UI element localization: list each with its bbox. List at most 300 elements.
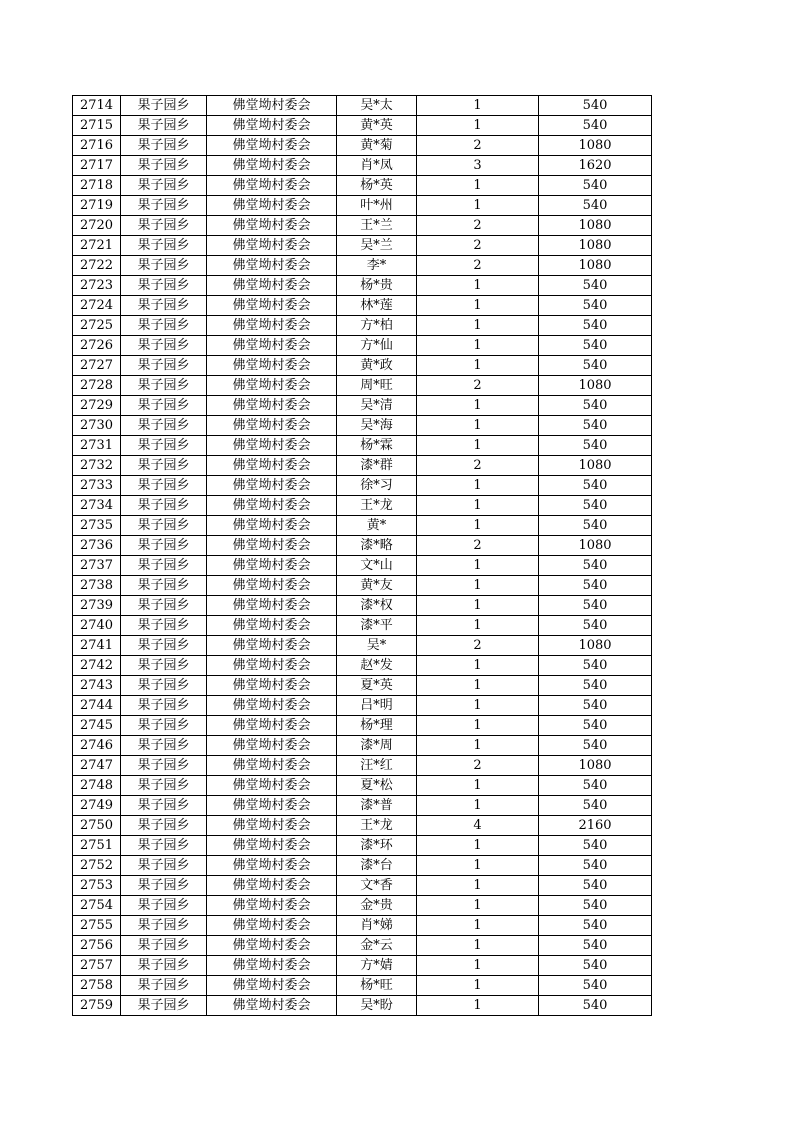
cell-count: 2 [417, 756, 539, 776]
cell-number: 2746 [73, 736, 121, 756]
cell-count: 2 [417, 536, 539, 556]
cell-village: 佛堂坳村委会 [207, 236, 337, 256]
table-row [73, 856, 652, 876]
cell-village: 佛堂坳村委会 [207, 396, 337, 416]
cell-village: 佛堂坳村委会 [207, 836, 337, 856]
cell-name: 夏*松 [337, 776, 417, 796]
cell-township: 果子园乡 [121, 336, 207, 356]
cell-count: 1 [417, 956, 539, 976]
table-row [73, 996, 652, 1016]
cell-amount: 1080 [539, 636, 652, 656]
cell-village: 佛堂坳村委会 [207, 376, 337, 396]
cell-township: 果子园乡 [121, 276, 207, 296]
cell-village: 佛堂坳村委会 [207, 716, 337, 736]
cell-township: 果子园乡 [121, 236, 207, 256]
cell-village: 佛堂坳村委会 [207, 576, 337, 596]
table-row [73, 956, 652, 976]
cell-village: 佛堂坳村委会 [207, 896, 337, 916]
cell-number: 2735 [73, 516, 121, 536]
cell-township: 果子园乡 [121, 216, 207, 236]
cell-name: 漆*环 [337, 836, 417, 856]
cell-number: 2751 [73, 836, 121, 856]
cell-number: 2720 [73, 216, 121, 236]
cell-village: 佛堂坳村委会 [207, 356, 337, 376]
cell-village: 佛堂坳村委会 [207, 856, 337, 876]
cell-village: 佛堂坳村委会 [207, 176, 337, 196]
cell-village: 佛堂坳村委会 [207, 276, 337, 296]
cell-amount: 540 [539, 496, 652, 516]
cell-number: 2718 [73, 176, 121, 196]
cell-amount: 540 [539, 796, 652, 816]
table-row [73, 536, 652, 556]
table-row [73, 836, 652, 856]
cell-number: 2749 [73, 796, 121, 816]
cell-township: 果子园乡 [121, 736, 207, 756]
table-row [73, 876, 652, 896]
cell-amount: 2160 [539, 816, 652, 836]
cell-township: 果子园乡 [121, 176, 207, 196]
cell-township: 果子园乡 [121, 96, 207, 116]
cell-count: 1 [417, 336, 539, 356]
cell-count: 1 [417, 896, 539, 916]
cell-village: 佛堂坳村委会 [207, 316, 337, 336]
cell-count: 1 [417, 736, 539, 756]
table-row [73, 976, 652, 996]
cell-name: 杨*旺 [337, 976, 417, 996]
cell-village: 佛堂坳村委会 [207, 656, 337, 676]
cell-village: 佛堂坳村委会 [207, 296, 337, 316]
table-row [73, 396, 652, 416]
cell-amount: 540 [539, 556, 652, 576]
cell-count: 1 [417, 556, 539, 576]
cell-count: 2 [417, 216, 539, 236]
cell-township: 果子园乡 [121, 896, 207, 916]
cell-township: 果子园乡 [121, 296, 207, 316]
cell-township: 果子园乡 [121, 836, 207, 856]
cell-name: 王*龙 [337, 496, 417, 516]
cell-amount: 540 [539, 316, 652, 336]
cell-township: 果子园乡 [121, 656, 207, 676]
table-row [73, 816, 652, 836]
cell-name: 汪*红 [337, 756, 417, 776]
cell-village: 佛堂坳村委会 [207, 916, 337, 936]
cell-amount: 540 [539, 716, 652, 736]
cell-number: 2745 [73, 716, 121, 736]
cell-number: 2743 [73, 676, 121, 696]
cell-township: 果子园乡 [121, 876, 207, 896]
cell-number: 2728 [73, 376, 121, 396]
cell-township: 果子园乡 [121, 796, 207, 816]
cell-number: 2724 [73, 296, 121, 316]
cell-township: 果子园乡 [121, 676, 207, 696]
cell-name: 吴* [337, 636, 417, 656]
cell-amount: 1080 [539, 376, 652, 396]
cell-name: 黄*菊 [337, 136, 417, 156]
cell-count: 1 [417, 316, 539, 336]
cell-number: 2741 [73, 636, 121, 656]
cell-township: 果子园乡 [121, 816, 207, 836]
cell-amount: 540 [539, 776, 652, 796]
cell-name: 肖*娣 [337, 916, 417, 936]
cell-name: 金*贵 [337, 896, 417, 916]
cell-township: 果子园乡 [121, 156, 207, 176]
cell-name: 金*云 [337, 936, 417, 956]
cell-number: 2717 [73, 156, 121, 176]
cell-count: 1 [417, 276, 539, 296]
table-row [73, 256, 652, 276]
cell-amount: 540 [539, 696, 652, 716]
table-row [73, 476, 652, 496]
cell-township: 果子园乡 [121, 456, 207, 476]
cell-amount: 1080 [539, 256, 652, 276]
table-row [73, 936, 652, 956]
cell-count: 1 [417, 296, 539, 316]
cell-number: 2732 [73, 456, 121, 476]
cell-number: 2747 [73, 756, 121, 776]
table-row [73, 696, 652, 716]
cell-number: 2714 [73, 96, 121, 116]
cell-number: 2757 [73, 956, 121, 976]
cell-amount: 1080 [539, 456, 652, 476]
table-row [73, 116, 652, 136]
cell-name: 杨*英 [337, 176, 417, 196]
cell-amount: 540 [539, 576, 652, 596]
cell-count: 1 [417, 436, 539, 456]
cell-count: 1 [417, 936, 539, 956]
table-row [73, 516, 652, 536]
table-row [73, 796, 652, 816]
cell-name: 漆*台 [337, 856, 417, 876]
cell-count: 2 [417, 456, 539, 476]
cell-name: 漆*周 [337, 736, 417, 756]
cell-name: 漆*权 [337, 596, 417, 616]
cell-count: 1 [417, 516, 539, 536]
cell-village: 佛堂坳村委会 [207, 956, 337, 976]
cell-name: 方*仙 [337, 336, 417, 356]
cell-name: 吕*明 [337, 696, 417, 716]
cell-number: 2731 [73, 436, 121, 456]
cell-village: 佛堂坳村委会 [207, 536, 337, 556]
cell-township: 果子园乡 [121, 136, 207, 156]
cell-name: 黄*英 [337, 116, 417, 136]
cell-amount: 540 [539, 856, 652, 876]
cell-village: 佛堂坳村委会 [207, 976, 337, 996]
cell-count: 1 [417, 716, 539, 736]
cell-count: 1 [417, 776, 539, 796]
cell-village: 佛堂坳村委会 [207, 816, 337, 836]
cell-village: 佛堂坳村委会 [207, 216, 337, 236]
cell-name: 黄*友 [337, 576, 417, 596]
cell-number: 2733 [73, 476, 121, 496]
roster-body [73, 96, 652, 1016]
cell-amount: 540 [539, 416, 652, 436]
cell-name: 林*莲 [337, 296, 417, 316]
cell-name: 漆*略 [337, 536, 417, 556]
cell-name: 吴*盼 [337, 996, 417, 1016]
table-row [73, 896, 652, 916]
cell-township: 果子园乡 [121, 516, 207, 536]
cell-township: 果子园乡 [121, 396, 207, 416]
cell-township: 果子园乡 [121, 196, 207, 216]
cell-name: 吴*兰 [337, 236, 417, 256]
cell-township: 果子园乡 [121, 996, 207, 1016]
table-row [73, 776, 652, 796]
cell-number: 2756 [73, 936, 121, 956]
cell-village: 佛堂坳村委会 [207, 616, 337, 636]
cell-township: 果子园乡 [121, 976, 207, 996]
cell-name: 吴*清 [337, 396, 417, 416]
cell-count: 1 [417, 416, 539, 436]
cell-village: 佛堂坳村委会 [207, 776, 337, 796]
cell-name: 杨*理 [337, 716, 417, 736]
table-row [73, 676, 652, 696]
cell-name: 杨*贵 [337, 276, 417, 296]
cell-name: 王*兰 [337, 216, 417, 236]
cell-amount: 540 [539, 956, 652, 976]
cell-count: 1 [417, 576, 539, 596]
cell-village: 佛堂坳村委会 [207, 696, 337, 716]
cell-number: 2758 [73, 976, 121, 996]
cell-amount: 540 [539, 876, 652, 896]
cell-amount: 1080 [539, 536, 652, 556]
cell-number: 2734 [73, 496, 121, 516]
cell-name: 王*龙 [337, 816, 417, 836]
cell-count: 1 [417, 496, 539, 516]
cell-amount: 540 [539, 96, 652, 116]
cell-number: 2737 [73, 556, 121, 576]
cell-amount: 540 [539, 476, 652, 496]
table-row [73, 236, 652, 256]
table-row [73, 276, 652, 296]
cell-amount: 540 [539, 516, 652, 536]
table-row [73, 436, 652, 456]
cell-number: 2725 [73, 316, 121, 336]
cell-count: 2 [417, 136, 539, 156]
cell-village: 佛堂坳村委会 [207, 516, 337, 536]
cell-amount: 540 [539, 196, 652, 216]
cell-name: 叶*州 [337, 196, 417, 216]
cell-amount: 540 [539, 616, 652, 636]
table-row [73, 136, 652, 156]
table-row [73, 656, 652, 676]
cell-township: 果子园乡 [121, 696, 207, 716]
cell-name: 吴*海 [337, 416, 417, 436]
cell-village: 佛堂坳村委会 [207, 116, 337, 136]
cell-township: 果子园乡 [121, 496, 207, 516]
cell-count: 1 [417, 996, 539, 1016]
cell-village: 佛堂坳村委会 [207, 436, 337, 456]
cell-number: 2727 [73, 356, 121, 376]
cell-number: 2752 [73, 856, 121, 876]
cell-number: 2742 [73, 656, 121, 676]
cell-name: 文*香 [337, 876, 417, 896]
table-row [73, 316, 652, 336]
cell-village: 佛堂坳村委会 [207, 156, 337, 176]
cell-number: 2723 [73, 276, 121, 296]
cell-count: 1 [417, 856, 539, 876]
cell-amount: 1620 [539, 156, 652, 176]
cell-count: 1 [417, 476, 539, 496]
cell-name: 肖*凤 [337, 156, 417, 176]
cell-count: 1 [417, 196, 539, 216]
cell-village: 佛堂坳村委会 [207, 196, 337, 216]
cell-township: 果子园乡 [121, 616, 207, 636]
cell-township: 果子园乡 [121, 776, 207, 796]
cell-village: 佛堂坳村委会 [207, 876, 337, 896]
table-row [73, 916, 652, 936]
cell-township: 果子园乡 [121, 316, 207, 336]
table-row [73, 736, 652, 756]
cell-township: 果子园乡 [121, 556, 207, 576]
cell-name: 漆*平 [337, 616, 417, 636]
cell-township: 果子园乡 [121, 116, 207, 136]
cell-number: 2722 [73, 256, 121, 276]
cell-count: 1 [417, 356, 539, 376]
cell-township: 果子园乡 [121, 756, 207, 776]
cell-village: 佛堂坳村委会 [207, 456, 337, 476]
table-row [73, 556, 652, 576]
cell-name: 夏*英 [337, 676, 417, 696]
cell-township: 果子园乡 [121, 596, 207, 616]
cell-number: 2744 [73, 696, 121, 716]
cell-village: 佛堂坳村委会 [207, 476, 337, 496]
cell-township: 果子园乡 [121, 376, 207, 396]
cell-township: 果子园乡 [121, 856, 207, 876]
cell-count: 2 [417, 636, 539, 656]
cell-amount: 540 [539, 296, 652, 316]
cell-name: 吴*太 [337, 96, 417, 116]
cell-count: 1 [417, 656, 539, 676]
cell-amount: 540 [539, 116, 652, 136]
cell-count: 1 [417, 96, 539, 116]
cell-number: 2750 [73, 816, 121, 836]
cell-township: 果子园乡 [121, 636, 207, 656]
cell-amount: 540 [539, 276, 652, 296]
cell-name: 杨*霖 [337, 436, 417, 456]
cell-village: 佛堂坳村委会 [207, 496, 337, 516]
cell-number: 2738 [73, 576, 121, 596]
cell-name: 黄* [337, 516, 417, 536]
cell-amount: 540 [539, 596, 652, 616]
cell-amount: 540 [539, 976, 652, 996]
cell-number: 2730 [73, 416, 121, 436]
cell-name: 漆*群 [337, 456, 417, 476]
cell-township: 果子园乡 [121, 356, 207, 376]
cell-count: 1 [417, 396, 539, 416]
cell-number: 2748 [73, 776, 121, 796]
cell-number: 2736 [73, 536, 121, 556]
cell-township: 果子园乡 [121, 936, 207, 956]
cell-village: 佛堂坳村委会 [207, 256, 337, 276]
cell-township: 果子园乡 [121, 416, 207, 436]
cell-village: 佛堂坳村委会 [207, 996, 337, 1016]
cell-number: 2726 [73, 336, 121, 356]
cell-count: 2 [417, 376, 539, 396]
cell-count: 1 [417, 836, 539, 856]
cell-name: 黄*政 [337, 356, 417, 376]
table-row [73, 756, 652, 776]
cell-name: 李* [337, 256, 417, 276]
table-row [73, 296, 652, 316]
cell-township: 果子园乡 [121, 436, 207, 456]
cell-count: 1 [417, 876, 539, 896]
cell-village: 佛堂坳村委会 [207, 136, 337, 156]
cell-township: 果子园乡 [121, 536, 207, 556]
cell-amount: 1080 [539, 236, 652, 256]
cell-village: 佛堂坳村委会 [207, 596, 337, 616]
cell-amount: 540 [539, 996, 652, 1016]
cell-number: 2740 [73, 616, 121, 636]
cell-number: 2721 [73, 236, 121, 256]
table-row [73, 376, 652, 396]
roster-table [72, 95, 652, 1016]
table-row [73, 216, 652, 236]
cell-count: 1 [417, 676, 539, 696]
table-row [73, 456, 652, 476]
table-row [73, 336, 652, 356]
table-row [73, 176, 652, 196]
cell-count: 3 [417, 156, 539, 176]
cell-township: 果子园乡 [121, 476, 207, 496]
cell-amount: 540 [539, 396, 652, 416]
cell-township: 果子园乡 [121, 916, 207, 936]
cell-number: 2715 [73, 116, 121, 136]
cell-village: 佛堂坳村委会 [207, 756, 337, 776]
cell-count: 4 [417, 816, 539, 836]
cell-village: 佛堂坳村委会 [207, 676, 337, 696]
cell-amount: 1080 [539, 756, 652, 776]
cell-amount: 540 [539, 896, 652, 916]
cell-village: 佛堂坳村委会 [207, 336, 337, 356]
cell-count: 2 [417, 256, 539, 276]
cell-amount: 540 [539, 436, 652, 456]
cell-count: 1 [417, 696, 539, 716]
cell-amount: 540 [539, 676, 652, 696]
cell-village: 佛堂坳村委会 [207, 936, 337, 956]
cell-village: 佛堂坳村委会 [207, 556, 337, 576]
cell-number: 2729 [73, 396, 121, 416]
table-row [73, 416, 652, 436]
cell-village: 佛堂坳村委会 [207, 416, 337, 436]
cell-name: 漆*普 [337, 796, 417, 816]
cell-amount: 540 [539, 176, 652, 196]
cell-village: 佛堂坳村委会 [207, 96, 337, 116]
cell-count: 1 [417, 116, 539, 136]
cell-township: 果子园乡 [121, 716, 207, 736]
cell-township: 果子园乡 [121, 956, 207, 976]
table-row [73, 716, 652, 736]
cell-name: 文*山 [337, 556, 417, 576]
cell-township: 果子园乡 [121, 576, 207, 596]
cell-amount: 1080 [539, 136, 652, 156]
cell-amount: 540 [539, 356, 652, 376]
cell-number: 2716 [73, 136, 121, 156]
cell-count: 1 [417, 176, 539, 196]
table-row [73, 496, 652, 516]
table-row [73, 156, 652, 176]
cell-amount: 540 [539, 836, 652, 856]
cell-count: 1 [417, 976, 539, 996]
cell-number: 2739 [73, 596, 121, 616]
cell-number: 2754 [73, 896, 121, 916]
cell-count: 1 [417, 916, 539, 936]
cell-amount: 540 [539, 736, 652, 756]
cell-name: 赵*发 [337, 656, 417, 676]
cell-name: 方*柏 [337, 316, 417, 336]
cell-number: 2755 [73, 916, 121, 936]
table-row [73, 96, 652, 116]
cell-count: 1 [417, 596, 539, 616]
